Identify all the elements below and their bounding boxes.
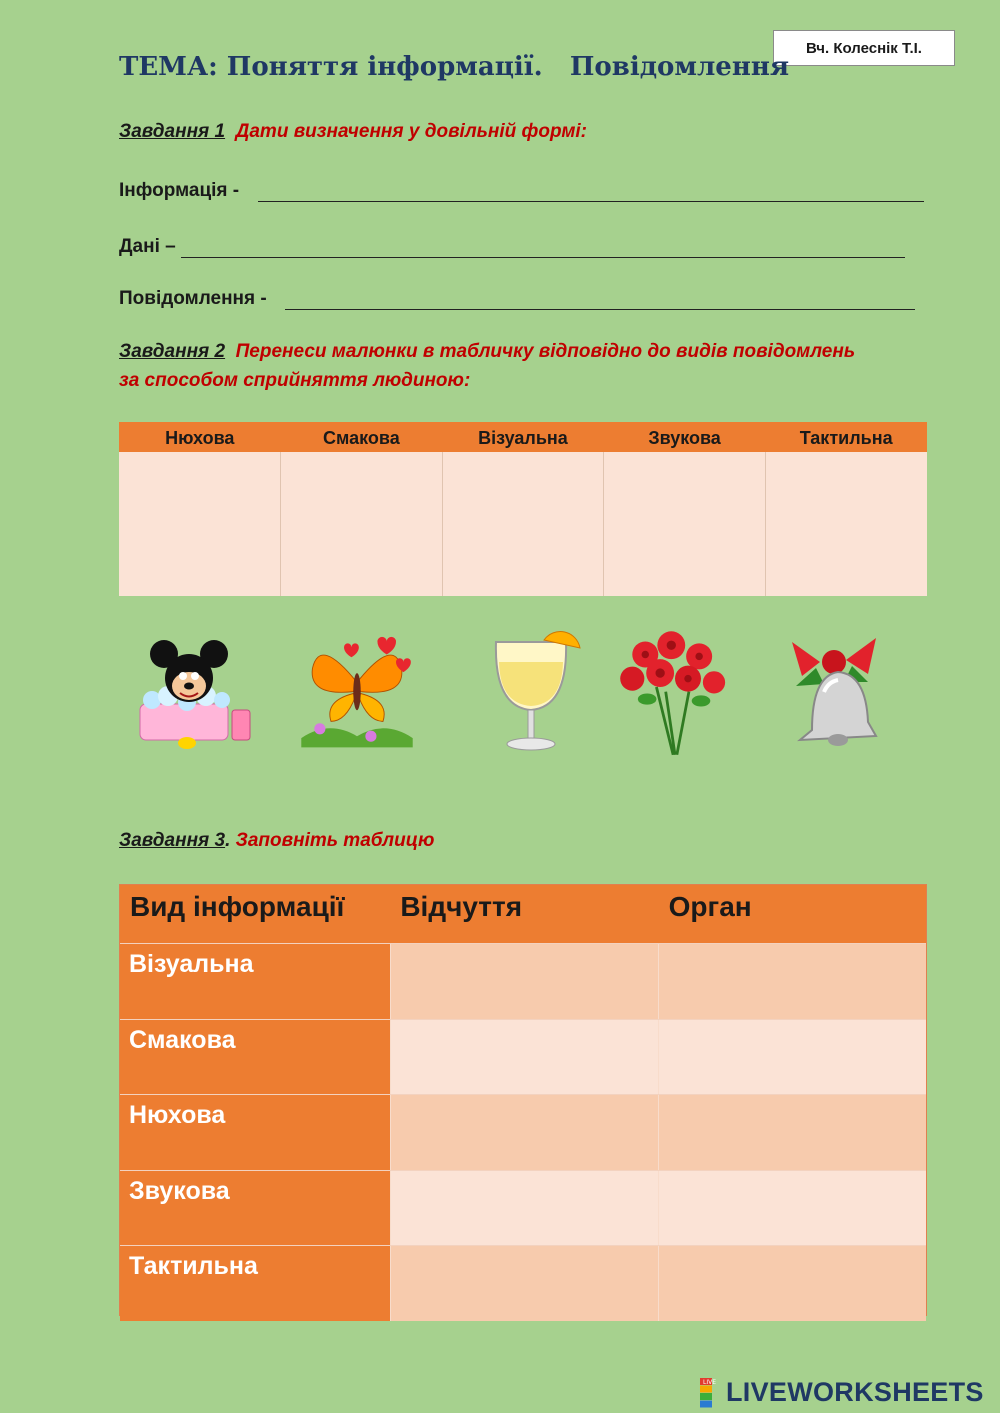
liveworksheets-brand: LIVEWORKSHEETS	[726, 1377, 984, 1407]
liveworksheets-badge-icon	[700, 1378, 726, 1408]
task3-text: Заповніть таблицю	[230, 830, 435, 851]
liveworksheets-logo	[700, 1377, 984, 1408]
wine-glass-image[interactable]	[474, 612, 604, 762]
column-header-tactile: Тактильна	[799, 428, 893, 448]
sensation-input-taste[interactable]	[390, 1020, 659, 1095]
organ-input-tactile[interactable]	[658, 1246, 926, 1321]
page-title: ТЕМА: Поняття інформації. Повідомлення	[119, 52, 790, 82]
task2-heading	[119, 337, 927, 395]
drop-zone-sound[interactable]	[603, 452, 765, 596]
sorting-table-body	[119, 452, 927, 596]
definition-row-data	[119, 230, 927, 258]
answer-line-data[interactable]	[181, 235, 905, 258]
bell-image[interactable]	[772, 612, 902, 762]
row-label-sound: Звукова	[120, 1171, 390, 1246]
definition-label: Інформація -	[119, 180, 250, 201]
column-header-visual: Візуальна	[478, 428, 568, 448]
task1-text: Дати визначення у довільній формі:	[235, 121, 587, 142]
butterfly-image[interactable]	[292, 612, 422, 762]
table-row	[120, 1245, 926, 1321]
task3-heading	[119, 826, 434, 855]
sorting-table-header	[119, 422, 927, 452]
task2-text-line2: за способом сприйняття людиною:	[119, 370, 471, 391]
drop-zone-visual[interactable]	[442, 452, 604, 596]
column-header-smell: Нюхова	[165, 428, 235, 448]
organ-input-smell[interactable]	[658, 1095, 926, 1170]
row-label-visual: Візуальна	[120, 944, 390, 1019]
sensation-input-smell[interactable]	[390, 1095, 659, 1170]
sensation-input-tactile[interactable]	[390, 1246, 659, 1321]
definition-label: Дані –	[119, 236, 181, 257]
table-row	[120, 943, 926, 1019]
column-header-taste: Смакова	[323, 428, 400, 448]
organ-input-visual[interactable]	[658, 944, 926, 1019]
definition-row-message	[119, 282, 927, 310]
row-label-tactile: Тактильна	[120, 1246, 390, 1321]
roses-bouquet-image[interactable]	[610, 612, 740, 762]
sensation-input-visual[interactable]	[390, 944, 659, 1019]
column-header-info-type: Вид інформації	[130, 891, 345, 922]
table-row	[120, 1019, 926, 1095]
sensation-input-sound[interactable]	[390, 1171, 659, 1246]
task3-label: Завдання 3	[119, 830, 226, 851]
column-header-sound: Звукова	[648, 428, 721, 448]
sorting-table	[119, 422, 927, 596]
author-box: Вч. Колеснік Т.І.	[773, 30, 955, 66]
task1-heading	[119, 117, 587, 146]
row-label-smell: Нюхова	[120, 1095, 390, 1170]
answer-line-information[interactable]	[258, 179, 924, 202]
drop-zone-tactile[interactable]	[765, 452, 927, 596]
task2-text: Перенеси малюнки в табличку відповідно до видів повідомлень	[235, 341, 856, 362]
answer-line-message[interactable]	[285, 287, 915, 310]
mickey-bath-image[interactable]	[132, 612, 262, 762]
column-header-sensation: Відчуття	[400, 891, 523, 922]
drop-zone-smell[interactable]	[119, 452, 280, 596]
table-row	[120, 1094, 926, 1170]
task3-punct: .	[225, 830, 231, 851]
table-row	[120, 1170, 926, 1246]
row-label-taste: Смакова	[120, 1020, 390, 1095]
task1-label: Завдання 1	[119, 121, 226, 142]
info-table	[119, 884, 927, 1316]
organ-input-sound[interactable]	[658, 1171, 926, 1246]
organ-input-taste[interactable]	[658, 1020, 926, 1095]
drop-zone-taste[interactable]	[280, 452, 442, 596]
badge-letter: LIVE	[703, 1378, 717, 1386]
definition-label: Повідомлення -	[119, 288, 278, 309]
info-table-header	[120, 885, 926, 943]
column-header-organ: Орган	[668, 891, 752, 922]
task2-label: Завдання 2	[119, 341, 226, 362]
definition-row-information	[119, 174, 927, 202]
